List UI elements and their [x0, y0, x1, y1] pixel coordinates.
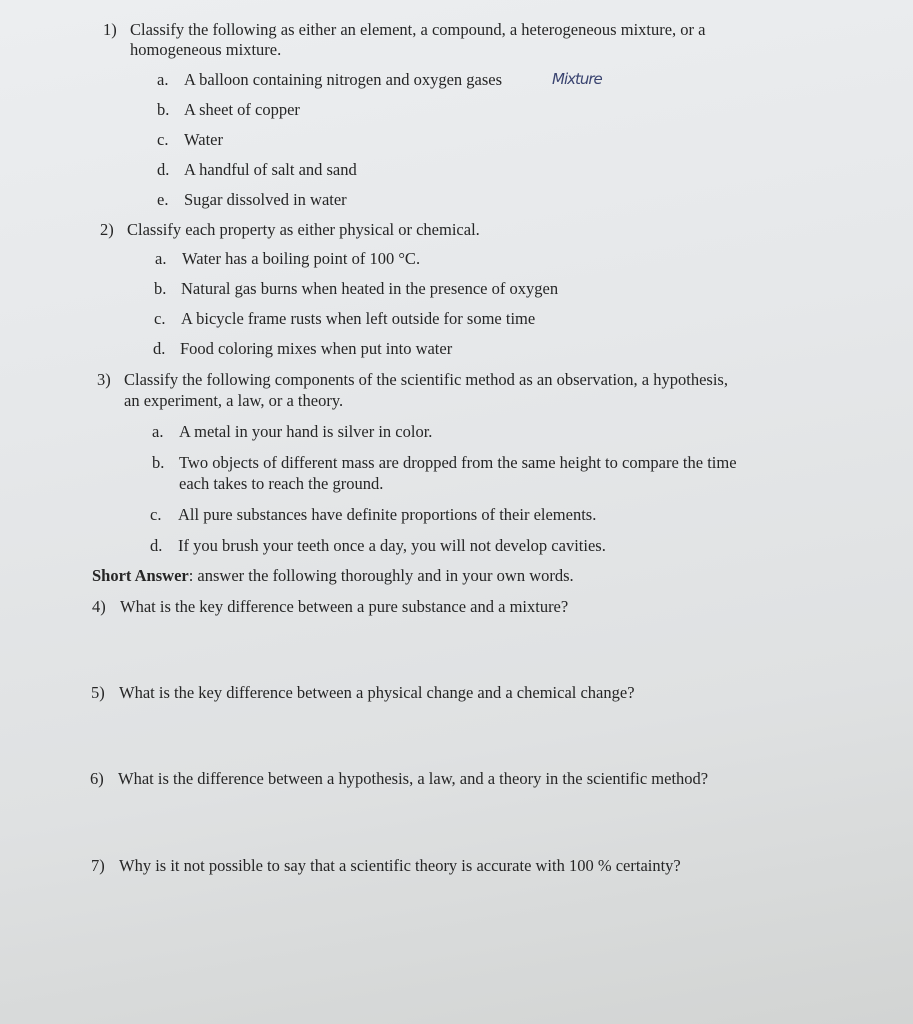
- question-3-item-b-continued: [179, 474, 383, 494]
- item-text: Food coloring mixes when put into water: [180, 339, 453, 358]
- item-label: c.: [150, 505, 162, 524]
- item-text: Water has a boiling point of 100 °C.: [182, 249, 421, 268]
- question-3-continued: [124, 391, 343, 411]
- item-label: b.: [157, 100, 170, 119]
- question-text: Why is it not possible to say that a scientific theory is accurate with 100 % certainty?: [119, 856, 681, 875]
- item-text: Natural gas burns when heated in the presence of oxygen: [181, 279, 559, 298]
- question-text: an experiment, a law, or a theory.: [124, 391, 344, 410]
- question-text: homogeneous mixture.: [130, 40, 282, 59]
- item-label: a.: [152, 422, 164, 441]
- item-label: c.: [154, 309, 166, 328]
- item-text: All pure substances have definite proportions of their elements.: [178, 505, 597, 524]
- item-label: b.: [154, 279, 167, 298]
- item-text: each takes to reach the ground.: [179, 474, 384, 493]
- handwritten-answer: Mixture: [552, 70, 602, 88]
- item-label: c.: [157, 130, 169, 149]
- item-label: a.: [155, 249, 167, 268]
- item-text: A metal in your hand is silver in color.: [179, 422, 433, 441]
- question-number: 5): [91, 683, 105, 702]
- item-label: e.: [157, 190, 169, 209]
- item-label: d.: [150, 536, 163, 555]
- question-text: Classify the following components of the scientific method as an observation, a hypothesis,: [124, 370, 728, 389]
- item-text: If you brush your teeth once a day, you will not develop cavities.: [178, 536, 606, 555]
- section-title: Short Answer: [92, 566, 189, 585]
- section-instruction: : answer the following thoroughly and in your own words.: [188, 566, 574, 585]
- item-label: b.: [152, 453, 165, 472]
- question-number: 3): [97, 370, 111, 389]
- item-text: A handful of salt and sand: [184, 160, 357, 179]
- question-text: What is the key difference between a pure substance and a mixture?: [120, 597, 569, 616]
- question-number: 1): [103, 20, 117, 39]
- question-text: Classify each property as either physical or chemical.: [127, 220, 480, 239]
- question-text: What is the key difference between a physical change and a chemical change?: [119, 683, 635, 702]
- item-label: a.: [157, 70, 169, 89]
- item-text: Two objects of different mass are dropped from the same height to compare the time: [179, 453, 737, 472]
- item-text: Sugar dissolved in water: [184, 190, 347, 209]
- item-label: d.: [157, 160, 170, 179]
- question-text: Classify the following as either an element, a compound, a heterogeneous mixture, or a: [130, 20, 706, 39]
- question-text: What is the difference between a hypothesis, a law, and a theory in the scientific method?: [118, 769, 709, 788]
- short-answer-heading: [92, 566, 574, 586]
- question-1-continued: [130, 40, 281, 60]
- item-text: A bicycle frame rusts when left outside for some time: [181, 309, 536, 328]
- question-number: 2): [100, 220, 114, 239]
- question-number: 6): [90, 769, 104, 788]
- item-text: A sheet of copper: [184, 100, 300, 119]
- item-label: d.: [153, 339, 166, 358]
- question-number: 4): [92, 597, 106, 616]
- item-text: Water: [184, 130, 223, 149]
- item-text: A balloon containing nitrogen and oxygen gases: [184, 70, 503, 89]
- question-number: 7): [91, 856, 105, 875]
